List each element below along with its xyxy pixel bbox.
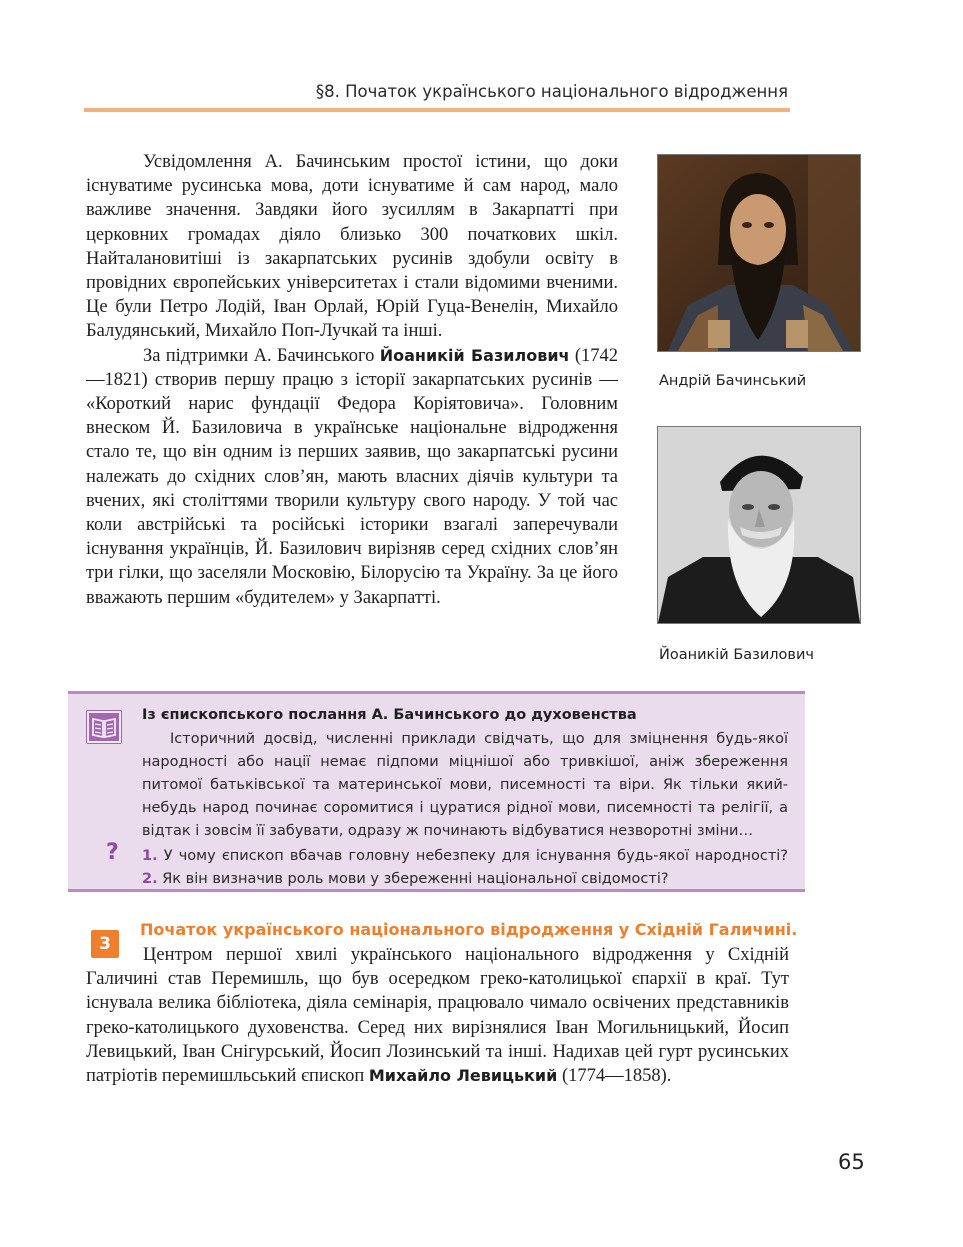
levytsky-name: Михайло Левицький (368, 1066, 558, 1086)
paragraph-bazylovych-start: За підтримки А. Бачинського (143, 345, 380, 366)
section-number-badge: 3 (91, 930, 119, 958)
book-icon (86, 710, 122, 744)
book-icon-graphic (86, 710, 122, 744)
question-mark-icon: ? (106, 840, 119, 865)
portrait-bachynsky-image (658, 155, 860, 351)
paragraph-bazylovych (86, 344, 618, 610)
caption-bazylovych: Йоаникій Базилович (659, 647, 814, 663)
source-quote: Історичний досвід, численні приклади свідчать, що для зміцнення будь-якої народності або нації немає підпоми міцнішої або тривкішої, аніж збереження питомої батьківської та материнської мови, писемності та віри. Як тільки який-небудь народ починає соромитися і цуратися рідної мови, писемності та релігії, а відтак і зовсім її забувати, одразу ж починають відбуватися незворотні зміни… (142, 731, 788, 839)
portrait-bazylovych-image (658, 427, 860, 623)
question-1-text: У чому єпископ вбачав головну небезпеку для існування будь-якої народності? (157, 848, 788, 864)
paragraph-bazylovych-rest: (1742—1821) створив першу працю з історії закарпатських русинів — «Короткий нарис фундації Федора Коріятовича». Головним внеском Й. Базиловича в українське національне відродження стало те, що він одним із перших заявив, що закарпатські русини належать до східних слов’ян, мають власних діячів культури та вчених, які століттями творили культуру свого народу. У той час коли австрійські та російські історики взагалі заперечували існування українців, Й. Базилович вирізняв серед східних слов’ян три гілки, що заселяли Московію, Білорусію та Україну. За це його вважають першим «будителем» у Закарпатті. (86, 345, 618, 608)
header-divider (84, 108, 790, 112)
bazylovych-name: Йоаникій Базилович (379, 345, 570, 365)
question-2-text: Як він визначив роль мови у збереженні національної свідомості? (157, 871, 669, 887)
source-title: Із єпископського послання А. Бачинського до духовенства (142, 707, 637, 723)
section-3-text-start: Центром першої хвилі українського національного відродження у Східній Галичині став Перемишль, що був осередком греко-католицької єпархії в краї. Тут існувала велика бібліотека, діяла семінарія, працювало чимало освічених представників греко-католицького духовенства. Серед них вирізнялися Іван Могильницький, Йосип Левицький, Іван Снігурський, Йосип Лозинський та інші. Надихав цей гурт русинських патріотів перемишльський єпископ (86, 945, 789, 1087)
portrait-bachynsky (657, 154, 861, 352)
paragraph-bachynsky: Усвідомлення А. Бачинським простої істини, що доки існуватиме русинська мова, доти існуватиме й сам народ, мало важливе значення. Завдяки його зусиллям в Закарпатті при церковних громадах діяло близько 300 початкових шкіл. Найталановитіші із закарпатських русинів здобули освіту в провідних європейських університетах і стали відомими вченими. Це були Петро Лодій, Іван Орлай, Юрій Гуца-Венелін, Михайло Балудянський, Михайло Поп-Лучкай та інші. (86, 152, 618, 342)
page-number: 65 (838, 1150, 865, 1174)
caption-bachynsky: Андрій Бачинський (659, 373, 807, 389)
source-questions (142, 845, 788, 891)
section-title: Початок українського національного відродження у Східній Галичині. (140, 920, 798, 939)
section-3-paragraph (86, 943, 789, 1088)
question-1-number: 1. (142, 848, 158, 864)
portrait-bazylovych (657, 426, 861, 624)
source-document-box (68, 691, 805, 892)
section-3-text (86, 943, 789, 1088)
main-text-column (86, 150, 618, 610)
section-3-text-end: (1774—1858). (557, 1066, 672, 1087)
question-2-number: 2. (142, 871, 158, 887)
section-header-title: §8. Початок українського національного відродження (315, 82, 788, 101)
